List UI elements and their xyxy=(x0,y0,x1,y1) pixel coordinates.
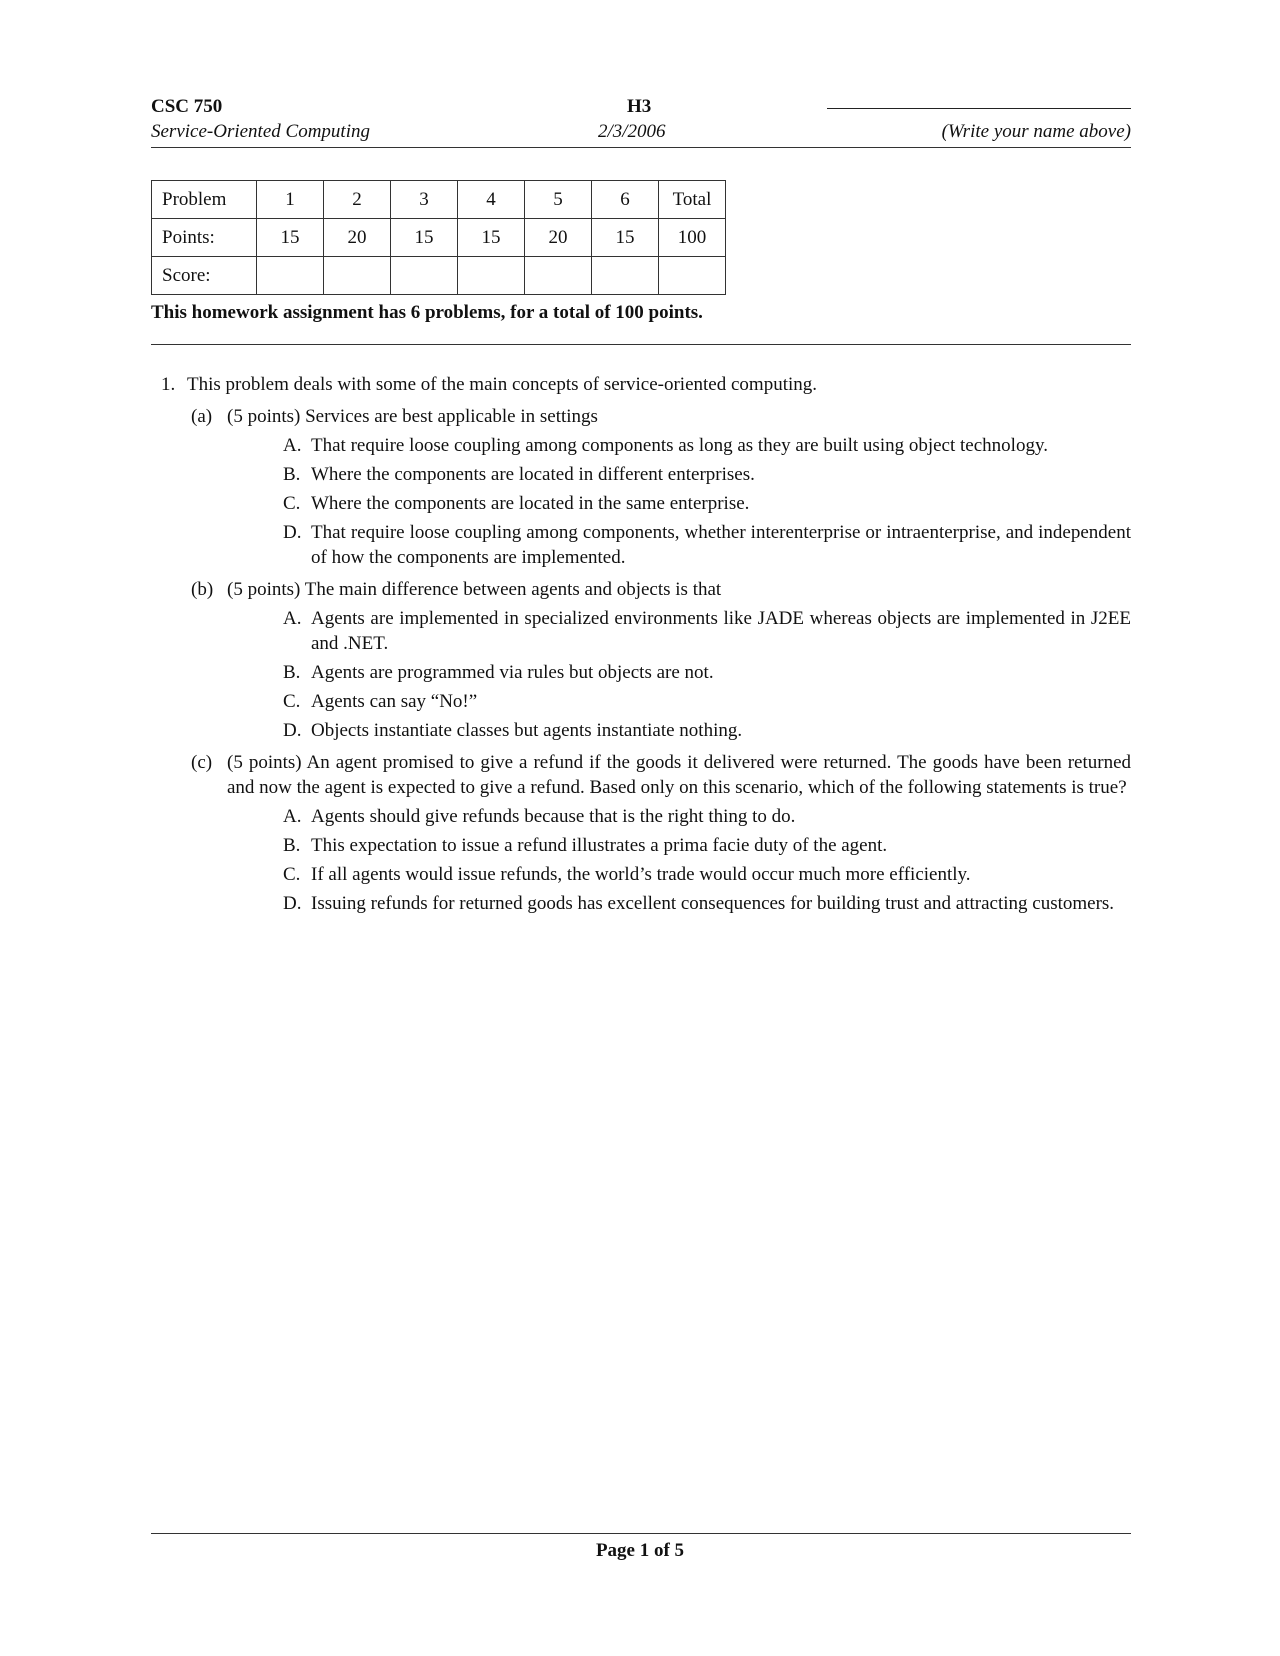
option-item xyxy=(227,660,1131,685)
assignment-id: H3 xyxy=(627,96,652,117)
name-line xyxy=(827,108,1131,109)
part-question: (5 points) The main difference between agents and objects is that xyxy=(227,579,722,600)
option-item xyxy=(227,833,1131,858)
option-label: C. xyxy=(283,691,301,712)
part-label: (b) xyxy=(191,579,214,600)
problem-text: This problem deals with some of the main concepts of service-oriented computing. xyxy=(187,374,817,395)
name-instruction: (Write your name above) xyxy=(941,121,1131,142)
footer-divider xyxy=(151,1533,1131,1534)
option-item xyxy=(227,718,1131,743)
option-label: B. xyxy=(283,835,301,856)
option-label: A. xyxy=(283,806,302,827)
option-list xyxy=(227,606,1131,743)
part-label: (a) xyxy=(191,406,213,427)
score-cell xyxy=(257,257,324,295)
option-item xyxy=(227,891,1131,916)
problem-cell: 6 xyxy=(592,181,659,219)
score-row xyxy=(152,257,726,295)
option-label: C. xyxy=(283,864,301,885)
part-label: (c) xyxy=(191,752,213,773)
assignment-date: 2/3/2006 xyxy=(598,121,666,142)
option-label: A. xyxy=(283,608,302,629)
row-label-score: Score: xyxy=(152,257,257,295)
problem-cell: 3 xyxy=(391,181,458,219)
option-text: Agents are implemented in specialized environments like JADE whereas objects are implemented in J2EE and .NET. xyxy=(311,608,1131,654)
option-item xyxy=(227,520,1131,570)
total-cell: Total xyxy=(659,181,726,219)
option-text: Issuing refunds for returned goods has excellent consequences for building trust and attracting customers. xyxy=(311,893,1115,914)
option-item xyxy=(227,606,1131,656)
option-text: Agents can say “No!” xyxy=(311,691,478,712)
problem-cell: 4 xyxy=(458,181,525,219)
problem-number: 1. xyxy=(161,374,176,395)
header-row-top xyxy=(151,96,1131,120)
points-row xyxy=(152,219,726,257)
problem-part-c xyxy=(151,750,1131,916)
score-total-cell xyxy=(659,257,726,295)
points-total-cell: 100 xyxy=(659,219,726,257)
course-name: Service-Oriented Computing xyxy=(151,121,370,142)
option-text: Where the components are located in different enterprises. xyxy=(311,464,755,485)
option-label: B. xyxy=(283,662,301,683)
option-text: Agents are programmed via rules but objects are not. xyxy=(311,662,714,683)
option-text: This expectation to issue a refund illustrates a prima facie duty of the agent. xyxy=(311,835,888,856)
option-item xyxy=(227,491,1131,516)
points-cell: 20 xyxy=(525,219,592,257)
option-label: A. xyxy=(283,435,302,456)
points-cell: 20 xyxy=(324,219,391,257)
part-question: (5 points) Services are best applicable in settings xyxy=(227,406,598,427)
header-divider xyxy=(151,147,1131,148)
problem-cell: 2 xyxy=(324,181,391,219)
problem-cell: 5 xyxy=(525,181,592,219)
option-label: B. xyxy=(283,464,301,485)
option-label: D. xyxy=(283,893,302,914)
option-item xyxy=(227,804,1131,829)
row-label-points: Points: xyxy=(152,219,257,257)
score-cell xyxy=(324,257,391,295)
part-question: (5 points) An agent promised to give a refund if the goods it delivered were returned. The goods have been returned and now the agent is expected to give a refund. Based only on this scenario, which of the following statements is true? xyxy=(227,752,1131,798)
problem-part-a xyxy=(151,404,1131,570)
option-label: D. xyxy=(283,522,302,543)
score-cell xyxy=(525,257,592,295)
header-row-bottom xyxy=(151,121,1131,145)
problem-cell: 1 xyxy=(257,181,324,219)
row-label-problem: Problem xyxy=(152,181,257,219)
option-label: D. xyxy=(283,720,302,741)
points-cell: 15 xyxy=(592,219,659,257)
option-text: Agents should give refunds because that is the right thing to do. xyxy=(311,806,796,827)
course-code: CSC 750 xyxy=(151,96,223,117)
problem-statement xyxy=(151,372,1131,397)
option-text: Where the components are located in the same enterprise. xyxy=(311,493,750,514)
points-cell: 15 xyxy=(458,219,525,257)
page-number: Page 1 of 5 xyxy=(595,1540,685,1561)
score-cell xyxy=(592,257,659,295)
option-text: That require loose coupling among components as long as they are built using object technology. xyxy=(311,435,1048,456)
option-list xyxy=(227,804,1131,916)
score-cell xyxy=(391,257,458,295)
option-item xyxy=(227,462,1131,487)
option-label: C. xyxy=(283,493,301,514)
score-cell xyxy=(458,257,525,295)
problem-part-b xyxy=(151,577,1131,743)
problem-row xyxy=(152,181,726,219)
option-text: Objects instantiate classes but agents instantiate nothing. xyxy=(311,720,743,741)
points-cell: 15 xyxy=(257,219,324,257)
assignment-summary: This homework assignment has 6 problems, for a total of 100 points. xyxy=(151,302,703,323)
option-list xyxy=(227,433,1131,570)
summary-divider xyxy=(151,344,1131,345)
option-item xyxy=(227,433,1131,458)
problem-1 xyxy=(151,372,1131,916)
points-cell: 15 xyxy=(391,219,458,257)
option-item xyxy=(227,689,1131,714)
option-item xyxy=(227,862,1131,887)
option-text: If all agents would issue refunds, the world’s trade would occur much more efficiently. xyxy=(311,864,971,885)
grade-table xyxy=(151,180,726,295)
option-text: That require loose coupling among components, whether interenterprise or intraenterprise, and independent of how the components are implemented. xyxy=(311,522,1131,568)
